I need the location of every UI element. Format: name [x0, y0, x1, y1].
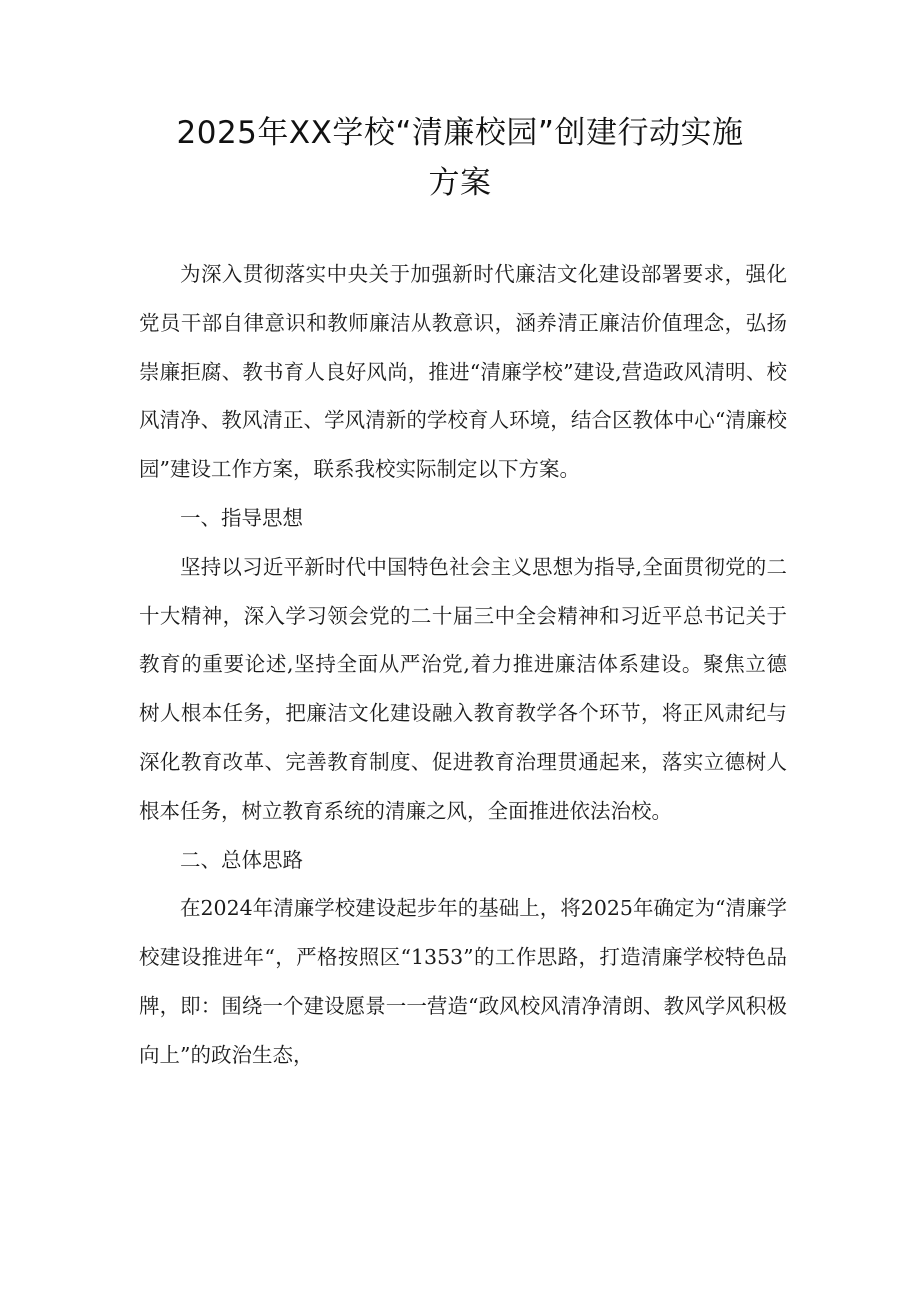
section-heading-guiding-ideology: 一、指导思想 [180, 505, 303, 530]
document-body [139, 250, 787, 1080]
intro-paragraph: 为深入贯彻落实中央关于加强新时代廉洁文化建设部署要求，强化党员干部自律意识和教师廉洁从教意识，涵养清正廉洁价值理念，弘扬崇廉拒腐、教书育人良好风尚，推进“清廉学校”建设,营造政风清明、校风清净、教风清正、学风清新的学校育人环境，结合区教体中心“清廉校园”建设工作方案，联系我校实际制定以下方案。 [139, 262, 787, 482]
section-heading-overall-approach: 二、总体思路 [180, 847, 303, 872]
title-line-1: 2025年XX学校“清廉校园”创建行动实施 [176, 115, 744, 151]
overall-approach-paragraph: 在2024年清廉学校建设起步年的基础上，将2025年确定为“清廉学校建设推进年“，严格按照区“1353”的工作思路，打造清廉学校特色品牌，即：围绕一个建设愿景一一营造“政风校风清净清朗、教风学风积极向上”的政治生态， [139, 896, 787, 1067]
document-title [130, 108, 790, 208]
title-line-2: 方案 [428, 165, 492, 201]
guiding-ideology-paragraph: 坚持以习近平新时代中国特色社会主义思想为指导,全面贯彻党的二十大精神，深入学习领会党的二十届三中全会精神和习近平总书记关于教育的重要论述,坚持全面从严治党,着力推进廉洁体系建设。聚焦立德树人根本任务，把廉洁文化建设融入教育教学各个环节，将正风肃纪与深化教育改革、完善教育制度、促进教育治理贯通起来，落实立德树人根本任务，树立教育系统的清廉之风，全面推进依法治校。 [139, 554, 787, 823]
